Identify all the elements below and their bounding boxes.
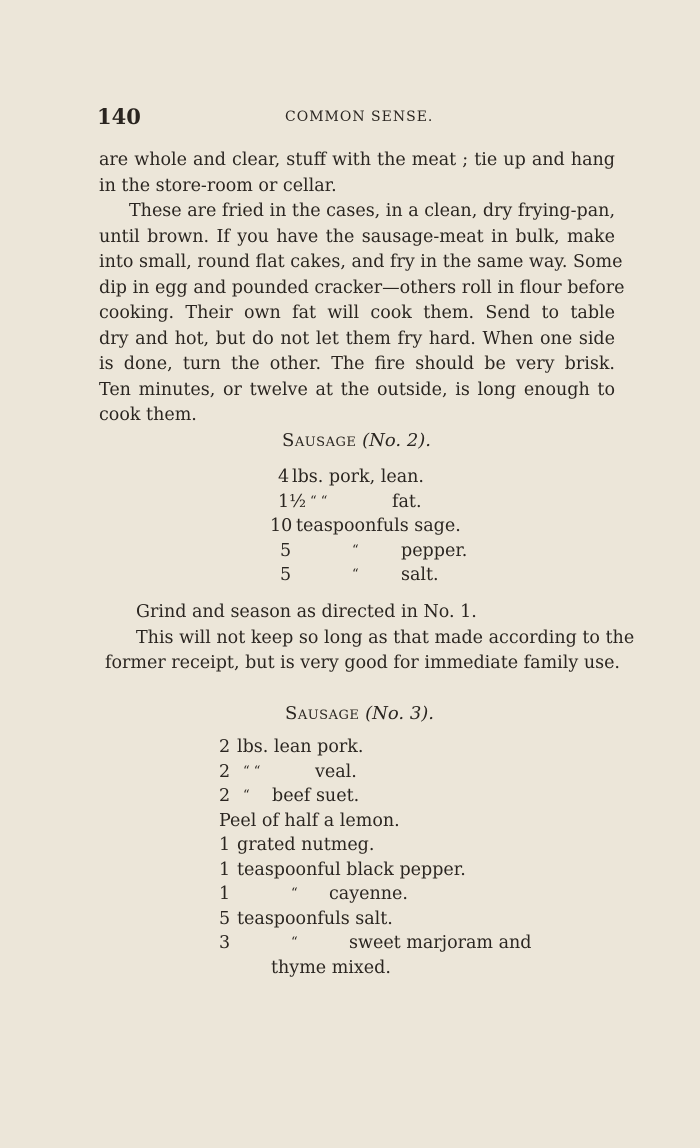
ingredient-row (219, 907, 539, 932)
heading-number: (No. 2). (362, 430, 432, 451)
recipe-heading-no3 (285, 703, 434, 724)
ingredient-text: sweet marjoram and (349, 933, 532, 953)
text-line: are whole and clear, stuff with the meat ; tie up and hang (99, 150, 615, 170)
ingredient-list-no2 (270, 465, 530, 588)
ditto-mark: “ (291, 886, 298, 901)
ingredient-qty: 5 (280, 540, 292, 561)
ingredient-row (270, 490, 530, 515)
ingredient-list-no3 (219, 735, 539, 980)
ingredient-qty: 2 (219, 786, 231, 806)
ingredient-row (270, 465, 530, 490)
ingredient-text: veal. (315, 761, 357, 782)
ingredient-row (270, 539, 530, 564)
ingredient-text: cayenne. (329, 884, 408, 904)
ingredient-text: teaspoonfuls sage. (296, 516, 461, 536)
ingredient-row (219, 882, 539, 907)
page-number: 140 (97, 104, 141, 129)
ingredient-qty: 5 (280, 565, 292, 585)
text-line: until brown. If you have the sausage-meat in bulk, make (99, 226, 615, 247)
ingredient-text: teaspoonful black pepper. (237, 859, 466, 880)
ingredient-qty: 4 (278, 467, 290, 487)
text-line: cooking. Their own fat will cook them. Send to table (99, 303, 615, 323)
text-line: Grind and season as directed in No. 1. (136, 602, 477, 622)
running-head: COMMON SENSE. (285, 109, 434, 125)
ingredient-row (270, 514, 530, 539)
text-line: dip in egg and pounded cracker—others roll in flour before (99, 277, 625, 298)
text-line: Ten minutes, or twelve at the outside, is long enough to (99, 379, 615, 400)
ingredient-row (219, 735, 539, 760)
ingredient-qty: 1 (219, 835, 231, 855)
ingredient-row (219, 760, 539, 785)
heading-number: (No. 3). (365, 703, 435, 724)
ingredient-text: lbs. pork, lean. (292, 467, 424, 487)
ingredient-qty: 1½ (278, 491, 307, 512)
heading-title: Sausage (285, 703, 360, 724)
ingredient-text: teaspoonfuls salt. (237, 908, 393, 929)
ingredient-qty: 5 (219, 908, 231, 929)
ingredient-qty: 2 (219, 761, 231, 782)
ingredient-row (219, 784, 539, 809)
text-line: is done, turn the other. The fire should be very brisk. (99, 354, 615, 374)
ditto-mark: “ (352, 567, 359, 582)
ditto-mark: “ (243, 788, 250, 803)
heading-title: Sausage (282, 430, 357, 451)
intro-paragraphs (99, 148, 625, 429)
text-line: in the store-room or cellar. (99, 175, 337, 196)
ingredient-text: salt. (401, 565, 439, 585)
page-header (97, 104, 617, 134)
text-line: This will not keep so long as that made according to the (136, 627, 635, 648)
ingredient-qty: 1 (219, 859, 231, 880)
text-line: These are fried in the cases, in a clean, dry frying-pan, (129, 201, 616, 221)
ditto-mark: “ (352, 542, 359, 558)
ditto-mark: “ “ (310, 493, 328, 509)
ingredient-row (219, 809, 539, 834)
ingredient-row (270, 563, 530, 588)
ingredient-text: thyme mixed. (271, 957, 391, 978)
ingredient-row (219, 833, 539, 858)
ingredient-qty: 2 (219, 737, 231, 757)
recipe-heading-no2 (282, 430, 431, 451)
ingredient-text: beef suet. (272, 786, 360, 806)
ingredient-text: lbs. lean pork. (237, 737, 364, 757)
ingredient-row (219, 956, 539, 981)
ingredient-row (219, 931, 539, 956)
ingredient-text: grated nutmeg. (237, 835, 375, 855)
ditto-mark: “ (291, 935, 298, 950)
ingredient-qty: 10 (270, 516, 293, 536)
text-line: dry and hot, but do not let them fry hard. When one side (99, 328, 615, 349)
ingredient-row (219, 858, 539, 883)
text-line: cook them. (99, 405, 197, 425)
ingredient-text: Peel of half a lemon. (219, 810, 400, 831)
ingredient-qty: 3 (219, 933, 231, 953)
ingredient-qty: 1 (219, 884, 231, 904)
text-line: former receipt, but is very good for immediate family use. (105, 653, 620, 673)
ditto-mark: “ “ (243, 763, 261, 779)
ingredient-text: pepper. (401, 540, 468, 561)
ingredient-text: fat. (392, 491, 422, 512)
notes-paragraph (105, 600, 635, 677)
text-line: into small, round flat cakes, and fry in the same way. Some (99, 252, 623, 272)
